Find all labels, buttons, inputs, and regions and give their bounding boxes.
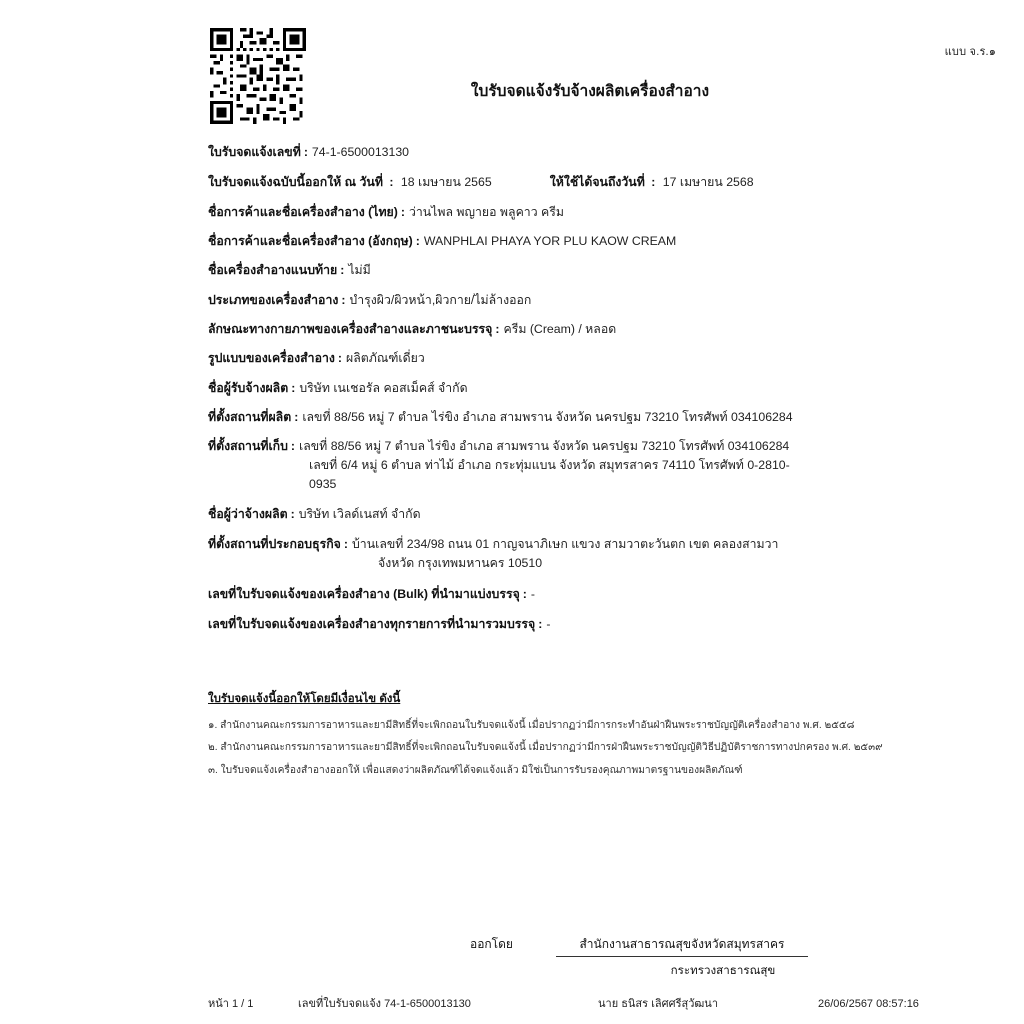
field-label: ที่ตั้งสถานที่ประกอบธุรกิจ: [208, 536, 341, 551]
signature-block: [470, 935, 890, 980]
field-separator: :: [290, 507, 295, 522]
field-label: ชื่อผู้ว่าจ้างผลิต: [208, 507, 288, 522]
field-separator: :: [341, 292, 346, 307]
field-list: [208, 144, 998, 646]
field-value: ว่านไพล พญายอ พลูคาว ครีม: [408, 204, 564, 219]
field-product-name-en: [208, 233, 998, 251]
field-value: 17 เมษายน 2568: [662, 175, 754, 190]
field-value: ครีม (Cream) / หลอด: [503, 322, 617, 337]
field-product-form: [208, 350, 998, 368]
field-label: ใบรับจดแจ้งเลขที่: [208, 145, 301, 159]
field-hirer-name: [208, 506, 998, 524]
field-separator: :: [522, 586, 527, 601]
field-separator: :: [415, 234, 420, 249]
field-factory-address: [208, 409, 998, 427]
conditions-section: [208, 690, 998, 785]
field-label: ชื่อการค้าและชื่อเครื่องสำอาง (ไทย): [208, 204, 398, 219]
field-value: ไม่มี: [348, 263, 371, 278]
field-label: ประเภทของเครื่องสำอาง: [208, 292, 339, 307]
field-value: WANPHLAI PHAYA YOR PLU KAOW CREAM: [423, 234, 677, 249]
field-physical-characteristics: [208, 321, 998, 339]
field-manufacturer-name: [208, 380, 998, 398]
field-storage-address: [208, 438, 998, 494]
ministry-name: กระทรวงสาธารณสุข: [670, 964, 776, 977]
address-line: 0935: [309, 477, 337, 492]
field-label: ลักษณะทางกายภาพของเครื่องสำอางและภาชนะบรรจุ: [208, 322, 493, 337]
address-line: จังหวัด กรุงเทพมหานคร 10510: [378, 555, 543, 570]
field-separator: :: [290, 439, 296, 454]
field-product-type: [208, 292, 998, 310]
field-value: 18 เมษายน 2565: [400, 175, 492, 190]
page-title: ใบรับจดแจ้งรับจ้างผลิตเครื่องสำอาง: [470, 83, 710, 100]
field-separator: :: [495, 322, 500, 337]
field-label: เลขที่ใบรับจดแจ้งของเครื่องสำอาง (Bulk) ที่นำมาแบ่งบรรจุ: [208, 586, 520, 601]
field-separator: :: [340, 263, 345, 278]
conditions-title: ใบรับจดแจ้งนี้ออกให้โดยมีเงื่อนไข ดังนี้: [208, 693, 401, 705]
field-value: บริษัท เวิลด์เนสท์ จำกัด: [298, 507, 421, 522]
address-line: เลขที่ 88/56 หมู่ 7 ตำบล ไร่ขิง อำเภอ สามพราน จังหวัด นครปฐม 73210 โทรศัพท์ 034106284: [299, 439, 790, 454]
field-separator: :: [337, 351, 342, 366]
footer-timestamp: 26/06/2567 08:57:16: [818, 998, 919, 1010]
field-business-address: [208, 536, 998, 574]
field-separator: :: [538, 617, 543, 632]
condition-item: ๒. สำนักงานคณะกรรมการอาหารและยามีสิทธิ์ที่จะเพิกถอนใบรับจดแจ้งนี้ เมื่อปรากฏว่ามีการฝ่าฝืนพระราชบัญญัติวิธีปฏิบัติราชการทางปกครอง พ.ศ. ๒๕๓๙: [208, 742, 883, 754]
field-separator: :: [294, 410, 299, 425]
condition-item: ๑. สำนักงานคณะกรรมการอาหารและยามีสิทธิ์ที่จะเพิกถอนใบรับจดแจ้งนี้ เมื่อปรากฏว่ามีการกระทำอันฝ่าฝืนพระราชบัญญัติเครื่องสำอาง พ.ศ. ๒๕๕๘: [208, 720, 855, 731]
field-value-block: [352, 536, 778, 574]
field-label: รูปแบบของเครื่องสำอาง: [208, 351, 335, 366]
field-all-registrations: [208, 615, 998, 634]
issuing-authority-row: [470, 935, 890, 957]
field-label: ชื่อเครื่องสำอางแนบท้าย: [208, 263, 338, 278]
field-separator: :: [400, 204, 405, 219]
footer-page-number: หน้า 1 / 1: [208, 998, 254, 1010]
field-separator: :: [389, 175, 394, 190]
condition-item: ๓. ใบรับจดแจ้งเครื่องสำอางออกให้ เพื่อแสดงว่าผลิตภัณฑ์ได้จดแจ้งแล้ว มิใช่เป็นการรับรองคุณภาพมาตรฐานของผลิตภัณฑ์: [208, 764, 743, 776]
field-registration-number: [208, 144, 998, 162]
field-value: บริษัท เนเชอรัล คอสเม็คส์ จำกัด: [299, 380, 468, 395]
field-label: ให้ใช้ได้จนถึงวันที่: [549, 175, 645, 190]
field-expiry-date: [550, 173, 754, 192]
field-label: ที่ตั้งสถานที่ผลิต: [208, 410, 292, 425]
field-label: ใบรับจดแจ้งฉบับนี้ออกให้ ณ วันที่: [208, 175, 383, 190]
field-bulk-registration: [208, 585, 998, 604]
page-footer: [208, 994, 1008, 1012]
footer-registration-number: เลขที่ใบรับจดแจ้ง 74-1-6500013130: [298, 998, 471, 1010]
field-value: เลขที่ 88/56 หมู่ 7 ตำบล ไร่ขิง อำเภอ สามพราน จังหวัด นครปฐม 73210 โทรศัพท์ 034106284: [302, 410, 793, 425]
issued-by-label: ออกโดย: [470, 937, 513, 951]
field-separator: :: [651, 175, 656, 190]
field-label: ที่ตั้งสถานที่เก็บ: [208, 439, 288, 454]
field-value: บำรุงผิว/ผิวหน้า,ผิวกาย/ไม่ล้างออก: [349, 292, 532, 307]
field-issue-date: [208, 173, 492, 192]
field-value: 74-1-6500013130: [311, 145, 410, 159]
field-value: ผลิตภัณฑ์เดี่ยว: [345, 351, 425, 366]
field-product-name-th: [208, 204, 998, 222]
field-value-block: [299, 438, 790, 494]
field-value: -: [546, 617, 551, 632]
form-code: แบบ จ.ร.๑: [944, 46, 996, 58]
field-label: ชื่อการค้าและชื่อเครื่องสำอาง (อังกฤษ): [208, 234, 413, 249]
address-line: เลขที่ 6/4 หมู่ 6 ตำบล ท่าไม้ อำเภอ กระทุ่มแบน จังหวัด สมุทรสาคร 74110 โทรศัพท์ 0-2810-: [309, 458, 790, 473]
qr-code-icon: [210, 28, 306, 124]
issuing-office: สำนักงานสาธารณสุขจังหวัดสมุทรสาคร: [556, 935, 808, 957]
field-product-suffix-name: [208, 262, 998, 280]
field-separator: :: [343, 536, 348, 551]
address-line: บ้านเลขที่ 234/98 ถนน 01 กาญจนาภิเษก แขวง สามวาตะวันตก เขต คลองสามวา: [352, 536, 779, 551]
field-issue-and-expiry: [208, 173, 998, 192]
footer-officer-name: นาย ธนิสร เลิศศรีสุวัฒนา: [598, 998, 719, 1010]
field-value: -: [530, 586, 535, 601]
field-label: เลขที่ใบรับจดแจ้งของเครื่องสำอางทุกรายการที่นำมารวมบรรจุ: [208, 617, 536, 632]
field-separator: :: [303, 145, 308, 159]
field-label: ชื่อผู้รับจ้างผลิต: [208, 380, 289, 395]
field-separator: :: [291, 380, 296, 395]
